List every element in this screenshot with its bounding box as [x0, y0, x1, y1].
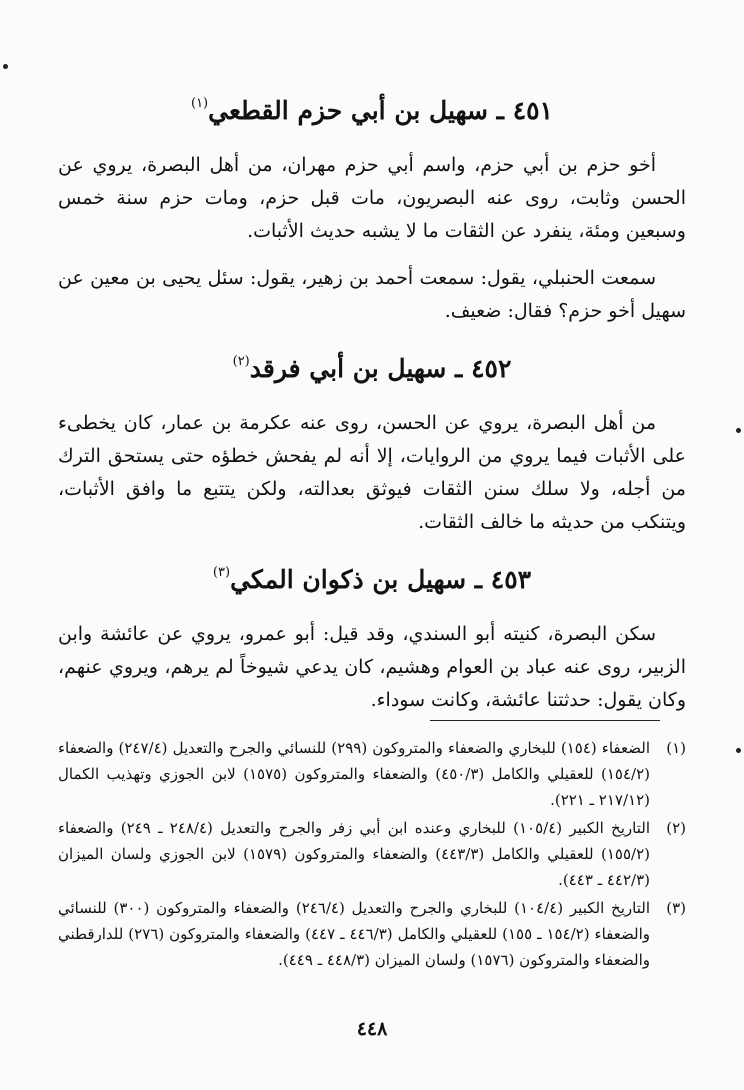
footnote-number: (١)	[666, 739, 686, 757]
margin-dot	[3, 64, 8, 69]
main-text	[58, 70, 686, 731]
footnote-2	[58, 815, 686, 893]
entry-heading-453: ٤٥٣ ـ سهيل بن ذكوان المكي$^{(٣)}$	[212, 565, 532, 594]
entry-heading-452: ٤٥٢ ـ سهيل بن أبي فرقد$^{(٢)}$	[232, 354, 512, 383]
footnote-text: التاريخ الكبير (١٠٥/٤) للبخاري وعنده ابن أبي زفر والجرح والتعديل (٢٤٨/٤ ـ ٢٤٩) والضعفاء (١٥٥/٢) للعقيلي والكامل (٤٤٣/٣) والضعفاء والمتروكون (١٥٧٩) لابن الجوزي ولسان الميزان (٤٤٢/٣ ـ ٤٤٣).	[58, 819, 650, 889]
footnote-number: (٣)	[666, 899, 686, 917]
margin-dot	[736, 748, 741, 753]
footnote-ref-2: (٢)	[232, 354, 250, 369]
entry-451-paragraph-1: أخو حزم بن أبي حزم، واسم أبي حزم مهران، من أهل البصرة، يروي عن الحسن وثابت، روى عنه البصريون، مات قبل حزم، ومات حزم سنة خمس وسبعين ومئة، ينفرد عن الثقات ما لا يشبه حديث الأثبات.	[58, 154, 686, 242]
page-number: ٤٤٨	[356, 1018, 388, 1040]
footnote-ref-3: (٣)	[212, 565, 231, 580]
footnotes	[58, 735, 686, 975]
footnote-1	[58, 735, 686, 813]
entry-451-paragraph-2: سمعت الحنبلي، يقول: سمعت أحمد بن زهير، يقول: سئل يحيى بن معين عن سهيل أخو حزم؟ فقال: ضعيف.	[58, 267, 686, 322]
entry-heading-451: ٤٥١ ـ سهيل بن أبي حزم القطعي$^{(١)}$	[190, 96, 553, 125]
footnote-text: التاريخ الكبير (١٠٤/٤) للبخاري والجرح والتعديل (٢٤٦/٤) والضعفاء والمتروكون (٣٠٠) للنسائي والضعفاء (١٥٤/٢ ـ ١٥٥) للعقيلي والكامل (٤٤٦/٣ ـ ٤٤٧) والضعفاء والمتروكون (٢٧٦) للدارقطني والضعفاء والمتروكون (١٥٧٦) ولسان الميزان (٤٤٨/٣ ـ ٤٤٩).	[58, 899, 650, 969]
footnote-text: الضعفاء (١٥٤) للبخاري والضعفاء والمتروكون (٢٩٩) للنسائي والجرح والتعديل (٢٤٧/٤) والضعفاء (١٥٤/٢) للعقيلي والكامل (٤٥٠/٣) والضعفاء والمتروكون (١٥٧٥) لابن الجوزي وتهذيب الكمال (٢١٧/١٢ ـ ٢٢١).	[58, 739, 651, 809]
margin-dot	[736, 428, 741, 433]
footnote-separator	[430, 720, 660, 721]
footnote-number: (٢)	[666, 819, 686, 837]
footnote-ref-1: (١)	[190, 96, 209, 111]
footnote-3	[58, 895, 686, 973]
entry-453-paragraph-1: سكن البصرة، كنيته أبو السندي، وقد قيل: أبو عمرو، يروي عن عائشة وابن الزبير، روى عنه عباد بن العوام وهشيم، كان يدعي شيوخاً لم يرهم، ويروي عنهم، وكان يقول: حدثتنا عائشة، وكانت سوداء.	[58, 623, 686, 711]
entry-452-paragraph-1: من أهل البصرة، يروي عن الحسن، روى عنه عكرمة بن عمار، كان يخطىء على الأثبات فيما يروي من الروايات، إلا أنه لم يفحش خطؤه حتى يستحق الترك من أجله، ولا سلك سنن الثقات فيوثق بعدالته، ولكن يتتبع ما وافق الأثبات، ويتنكب من حديثه ما خالف الثقات.	[58, 412, 686, 533]
